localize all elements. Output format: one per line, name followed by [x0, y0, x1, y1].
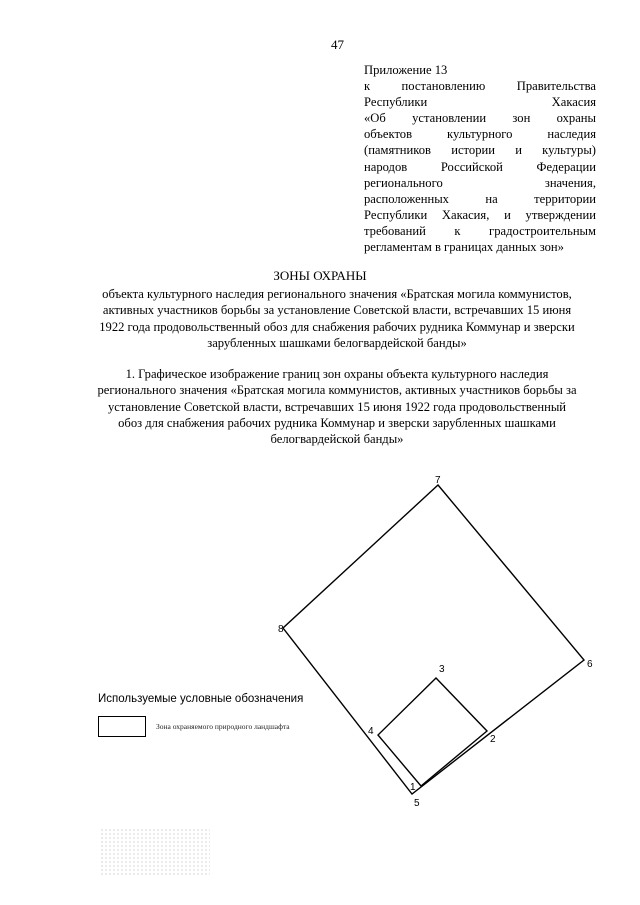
- appendix-line: объектов культурного наследия: [364, 127, 596, 142]
- legend-item-label: Зона охраняемого природного ландшафта: [156, 722, 290, 731]
- vertex-label-2: 2: [490, 734, 496, 745]
- appendix-line: регионального значения,: [364, 175, 596, 190]
- appendix-line: требований к градостроительным: [364, 223, 596, 238]
- faded-stamp: [100, 828, 210, 876]
- legend-title: Используемые условные обозначения: [98, 693, 304, 705]
- vertex-label-4: 4: [368, 726, 374, 737]
- appendix-line: народов Российской Федерации: [364, 159, 596, 174]
- vertex-label-1: 1: [410, 782, 416, 793]
- appendix-line: регламентам в границах данных зон»: [364, 240, 564, 255]
- appendix-line: Приложение 13: [364, 63, 448, 77]
- appendix-line: Республики Хакасия: [364, 95, 596, 110]
- appendix-line: Республики Хакасия, и утверждении: [364, 207, 596, 222]
- legend-swatch: [98, 716, 146, 737]
- document-title: ЗОНЫ ОХРАНЫ: [273, 268, 367, 283]
- appendix-line: «Об установлении зон охраны: [364, 111, 596, 126]
- outer-zone-boundary: [283, 485, 584, 794]
- section-heading: 1. Графическое изображение границ зон охраны объекта культурного наследия регионального значения «Братская могила коммунистов, активных участников борьбы за установление Советской власти, встречавших 15 июня 1922 года продовольственный обоз для снабжения рабочих рудника Коммунар и зверски зарубленных шашками белогвардейской банды»: [97, 367, 577, 447]
- vertex-label-6: 6: [587, 659, 593, 670]
- vertex-label-8: 8: [278, 624, 284, 635]
- appendix-line: (памятников истории и культуры): [364, 143, 596, 158]
- inner-zone-boundary: [378, 678, 487, 786]
- vertex-label-7: 7: [435, 475, 441, 486]
- vertex-label-3: 3: [439, 664, 445, 675]
- appendix-line: расположенных на территории: [364, 191, 596, 206]
- appendix-line: к постановлению Правительства: [364, 79, 596, 94]
- page-number: 47: [331, 37, 344, 52]
- vertex-label-5: 5: [414, 798, 420, 809]
- document-subtitle: объекта культурного наследия регионального значения «Братская могила коммунистов, активных участников борьбы за установление Советской власти, встречавших 15 июня 1922 года продовольственный обоз для снабжения рабочих рудника Коммунар и зверски зарубленных шашками белогвардейской банды»: [99, 287, 575, 350]
